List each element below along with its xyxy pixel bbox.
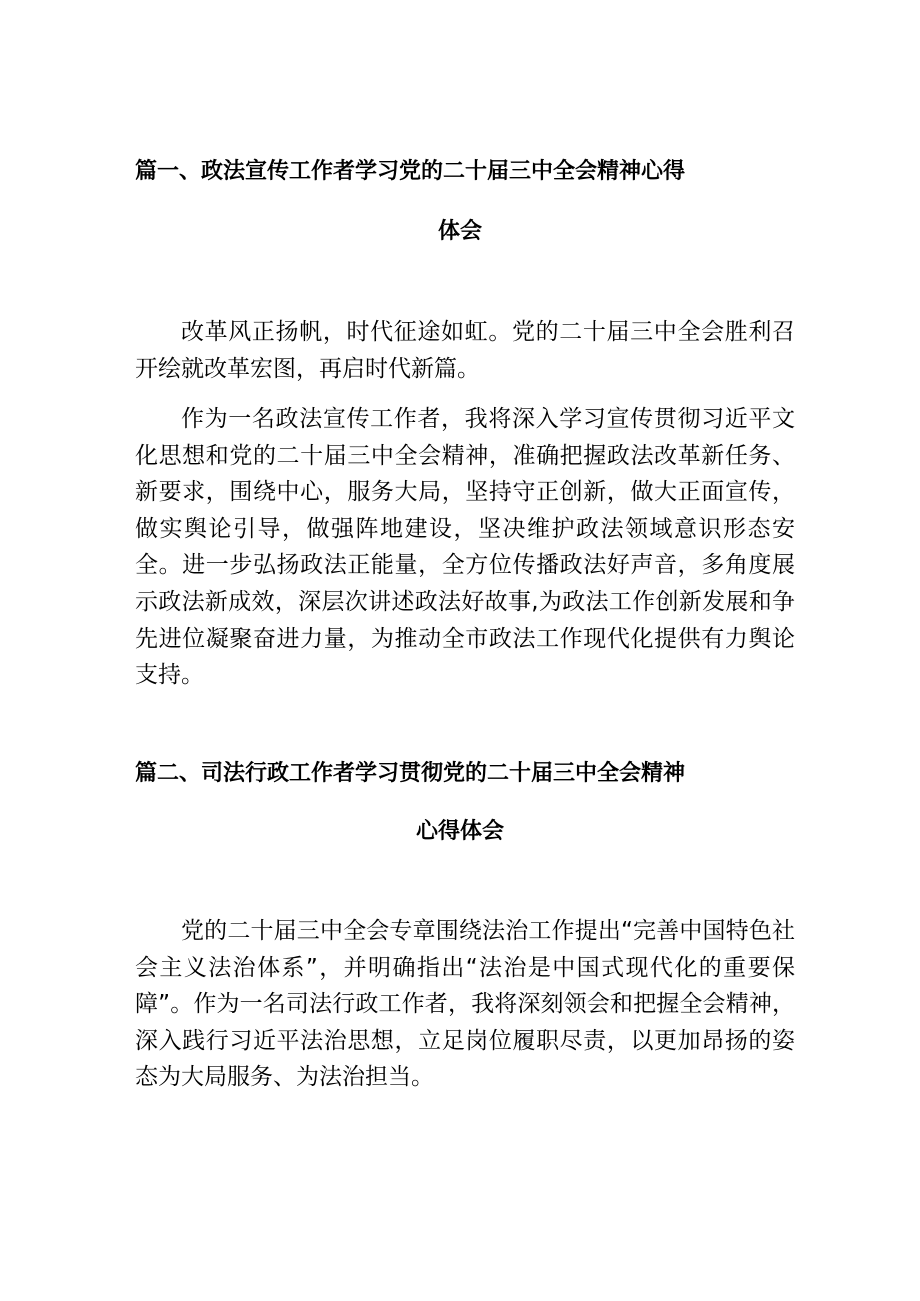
section1-paragraph-1: 改革风正扬帆，时代征途如虹。党的二十届三中全会胜利召开绘就改革宏图，再启时代新篇。	[135, 319, 795, 382]
section1-heading-line1: 篇一、政法宣传工作者学习党的二十届三中全会精神心得	[135, 159, 686, 184]
section2-heading-line1: 篇二、司法行政工作者学习贯彻党的二十届三中全会精神	[135, 761, 686, 786]
section2-heading-line2: 心得体会	[415, 819, 504, 844]
section1-heading-line2: 体会	[437, 219, 482, 244]
section1-paragraph-2: 作为一名政法宣传工作者，我将深入学习宣传贯彻习近平文化思想和党的二十届三中全会精神，准确把握政法改革新任务、新要求，围绕中心，服务大局，坚持守正创新，做大正面宣传，做实舆论引导，做强阵地建设，坚决维护政法领域意识形态安全。进一步弘扬政法正能量，全方位传播政法好声音，多角度展示政法新成效，深层次讲述政法好故事,为政法工作创新发展和争先进位凝聚奋进力量，为推动全市政法工作现代化提供有力舆论支持。	[135, 406, 795, 689]
section2-paragraph-1: 党的二十届三中全会专章围绕法治工作提出“完善中国特色社会主义法治体系”，并明确指出“法治是中国式现代化的重要保障”。作为一名司法行政工作者，我将深刻领会和把握全会精神，深入践行习近平法治思想，立足岗位履职尽责，以更加昂扬的姿态为大局服务、为法治担当。	[135, 918, 795, 1091]
